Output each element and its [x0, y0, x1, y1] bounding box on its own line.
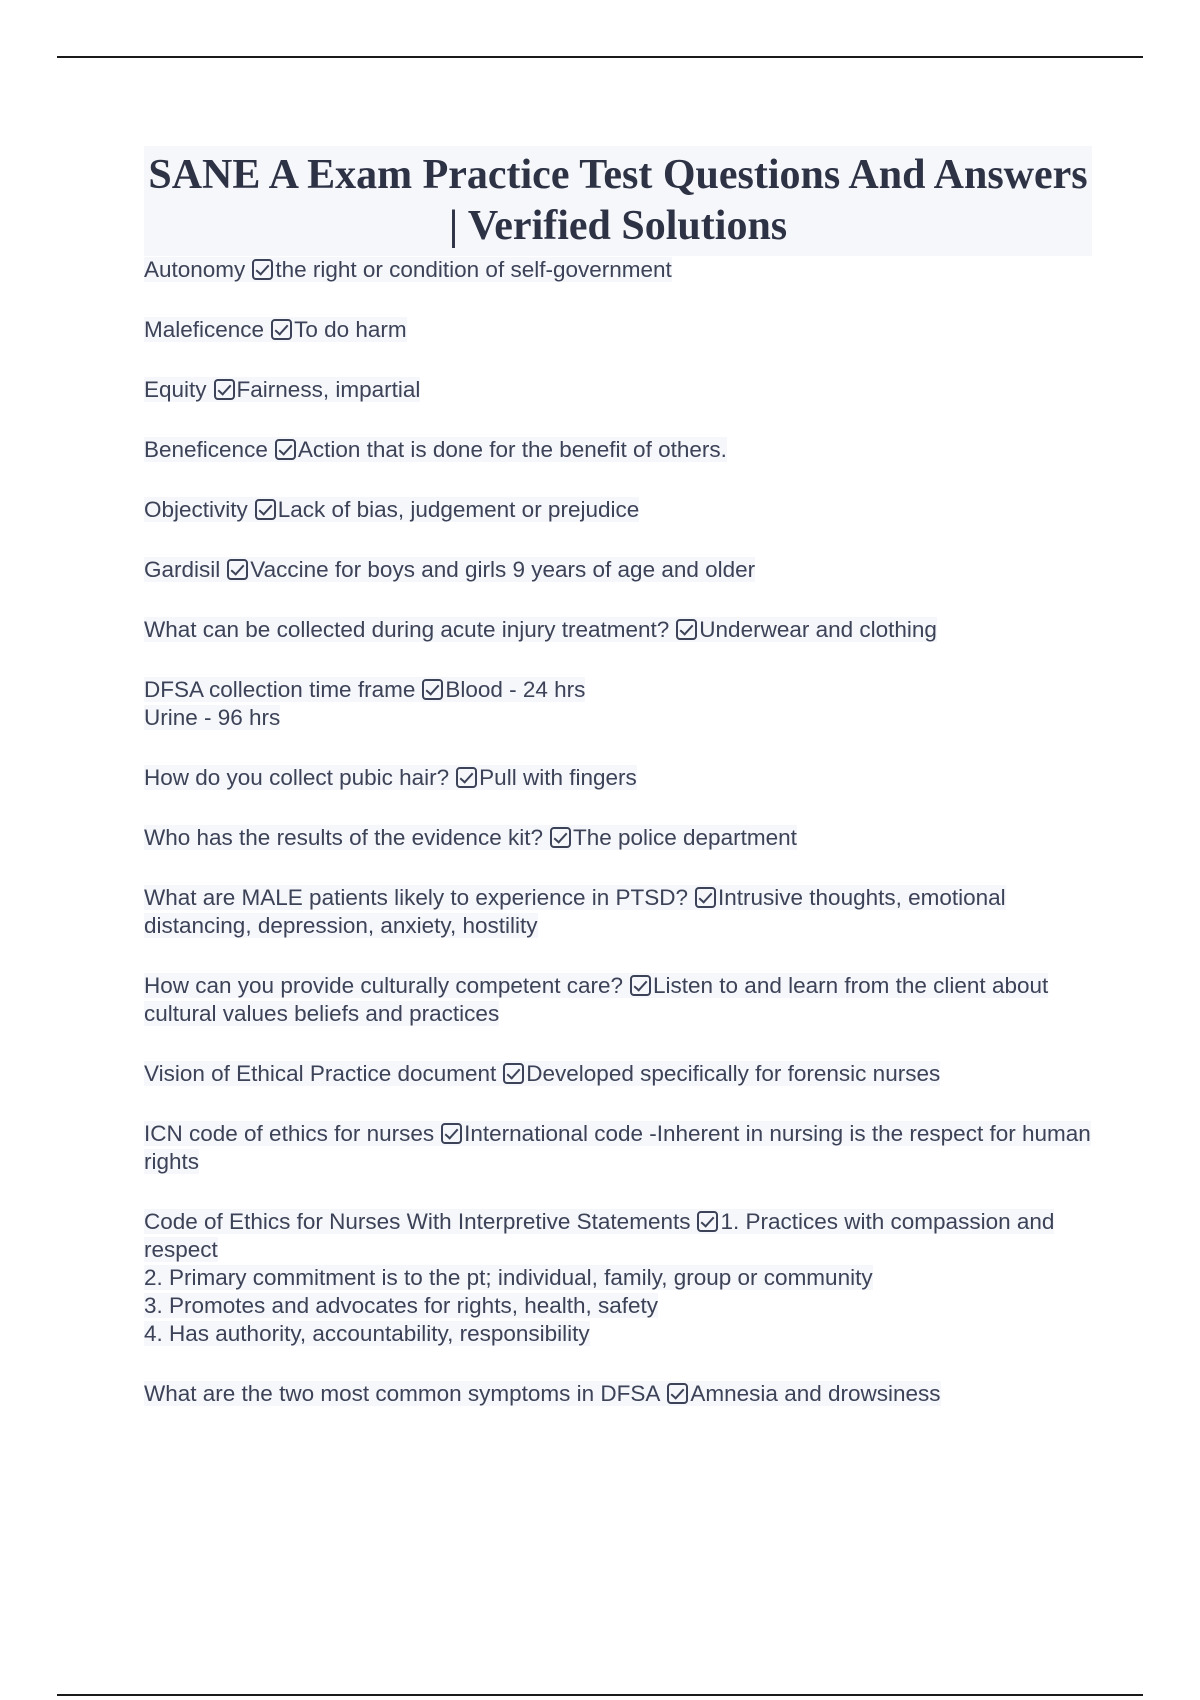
qa-term: Who has the results of the evidence kit?	[144, 825, 543, 850]
checkbox-checked-icon	[441, 1123, 462, 1144]
qa-term: Autonomy	[144, 257, 246, 282]
qa-answer: Blood - 24 hrs	[445, 677, 586, 702]
qa-entry	[144, 557, 755, 582]
checkbox-checked-icon	[456, 767, 477, 788]
qa-term: ICN code of ethics for nurses	[144, 1121, 435, 1146]
qa-entry	[144, 885, 1006, 938]
qa-entry	[144, 497, 639, 522]
qa-item	[144, 884, 1094, 940]
qa-term: How can you provide culturally competent care?	[144, 973, 623, 998]
qa-term: What are MALE patients likely to experience in PTSD?	[144, 885, 688, 910]
checkbox-checked-icon	[630, 975, 651, 996]
qa-term: Objectivity	[144, 497, 248, 522]
qa-entry	[144, 377, 420, 402]
checkbox-checked-icon	[214, 379, 235, 400]
qa-item	[144, 376, 1094, 404]
qa-item	[144, 1380, 1094, 1408]
qa-item	[144, 256, 1094, 284]
checkbox-checked-icon	[255, 499, 276, 520]
qa-entry	[144, 1061, 940, 1086]
qa-entry	[144, 1381, 941, 1406]
footer-rule	[57, 1694, 1143, 1696]
qa-term: Beneficence	[144, 437, 268, 462]
qa-item	[144, 972, 1094, 1028]
qa-answer: the right or condition of self-government	[275, 257, 672, 282]
checkbox-checked-icon	[271, 319, 292, 340]
qa-term: What are the two most common symptoms in DFSA	[144, 1381, 661, 1406]
qa-list	[144, 256, 1094, 1408]
document-title: SANE A Exam Practice Test Questions And Answers | Verified Solutions	[144, 146, 1092, 256]
qa-entry	[144, 1209, 1054, 1262]
qa-answer: Amnesia and drowsiness	[690, 1381, 941, 1406]
qa-term: What can be collected during acute injury treatment?	[144, 617, 670, 642]
qa-item	[144, 616, 1094, 644]
qa-entry	[144, 1121, 1091, 1174]
checkbox-checked-icon	[676, 619, 697, 640]
qa-item	[144, 496, 1094, 524]
qa-answer: Fairness, impartial	[236, 377, 421, 402]
qa-term: DFSA collection time frame	[144, 677, 416, 702]
qa-entry	[144, 317, 407, 342]
qa-entry	[144, 617, 937, 642]
checkbox-checked-icon	[550, 827, 571, 848]
qa-entry	[144, 677, 585, 702]
qa-term: Equity	[144, 377, 207, 402]
qa-term: Maleficence	[144, 317, 265, 342]
qa-term: How do you collect pubic hair?	[144, 765, 450, 790]
qa-answer: Vaccine for boys and girls 9 years of age and older	[250, 557, 756, 582]
qa-answer-line: Urine - 96 hrs	[144, 705, 281, 730]
qa-answer-line: 3. Promotes and advocates for rights, health, safety	[144, 1293, 659, 1318]
qa-item	[144, 1060, 1094, 1088]
checkbox-checked-icon	[275, 439, 296, 460]
qa-answer: To do harm	[294, 317, 407, 342]
checkbox-checked-icon	[422, 679, 443, 700]
qa-item	[144, 1120, 1094, 1176]
qa-answer: Listen to and learn from the client about cultural values beliefs and practices	[144, 973, 1049, 1026]
qa-item	[144, 316, 1094, 344]
qa-answer: Underwear and clothing	[699, 617, 937, 642]
qa-answer: International code -Inherent in nursing is the respect for human rights	[144, 1121, 1091, 1174]
qa-entry	[144, 257, 672, 282]
qa-answer: Developed specifically for forensic nurses	[526, 1061, 941, 1086]
qa-entry	[144, 765, 637, 790]
document-body	[144, 146, 1094, 1440]
qa-answer: Action that is done for the benefit of others.	[297, 437, 727, 462]
checkbox-checked-icon	[252, 259, 273, 280]
checkbox-checked-icon	[667, 1383, 688, 1404]
qa-answer: The police department	[572, 825, 797, 850]
qa-answer: 1. Practices with compassion and respect	[144, 1209, 1055, 1262]
header-rule	[57, 56, 1143, 58]
qa-entry	[144, 437, 727, 462]
qa-item	[144, 556, 1094, 584]
qa-item	[144, 676, 1094, 732]
qa-term: Gardisil	[144, 557, 221, 582]
checkbox-checked-icon	[503, 1063, 524, 1084]
checkbox-checked-icon	[227, 559, 248, 580]
qa-item	[144, 824, 1094, 852]
checkbox-checked-icon	[697, 1211, 718, 1232]
qa-item	[144, 764, 1094, 792]
qa-answer-line: 2. Primary commitment is to the pt; individual, family, group or community	[144, 1265, 873, 1290]
qa-item	[144, 436, 1094, 464]
qa-answer: Pull with fingers	[479, 765, 637, 790]
qa-entry	[144, 825, 797, 850]
qa-item	[144, 1208, 1094, 1348]
checkbox-checked-icon	[695, 887, 716, 908]
qa-answer: Intrusive thoughts, emotional distancing, depression, anxiety, hostility	[144, 885, 1006, 938]
qa-term: Vision of Ethical Practice document	[144, 1061, 497, 1086]
qa-answer: Lack of bias, judgement or prejudice	[277, 497, 640, 522]
qa-entry	[144, 973, 1048, 1026]
qa-answer-line: 4. Has authority, accountability, responsibility	[144, 1321, 590, 1346]
qa-term: Code of Ethics for Nurses With Interpretive Statements	[144, 1209, 691, 1234]
